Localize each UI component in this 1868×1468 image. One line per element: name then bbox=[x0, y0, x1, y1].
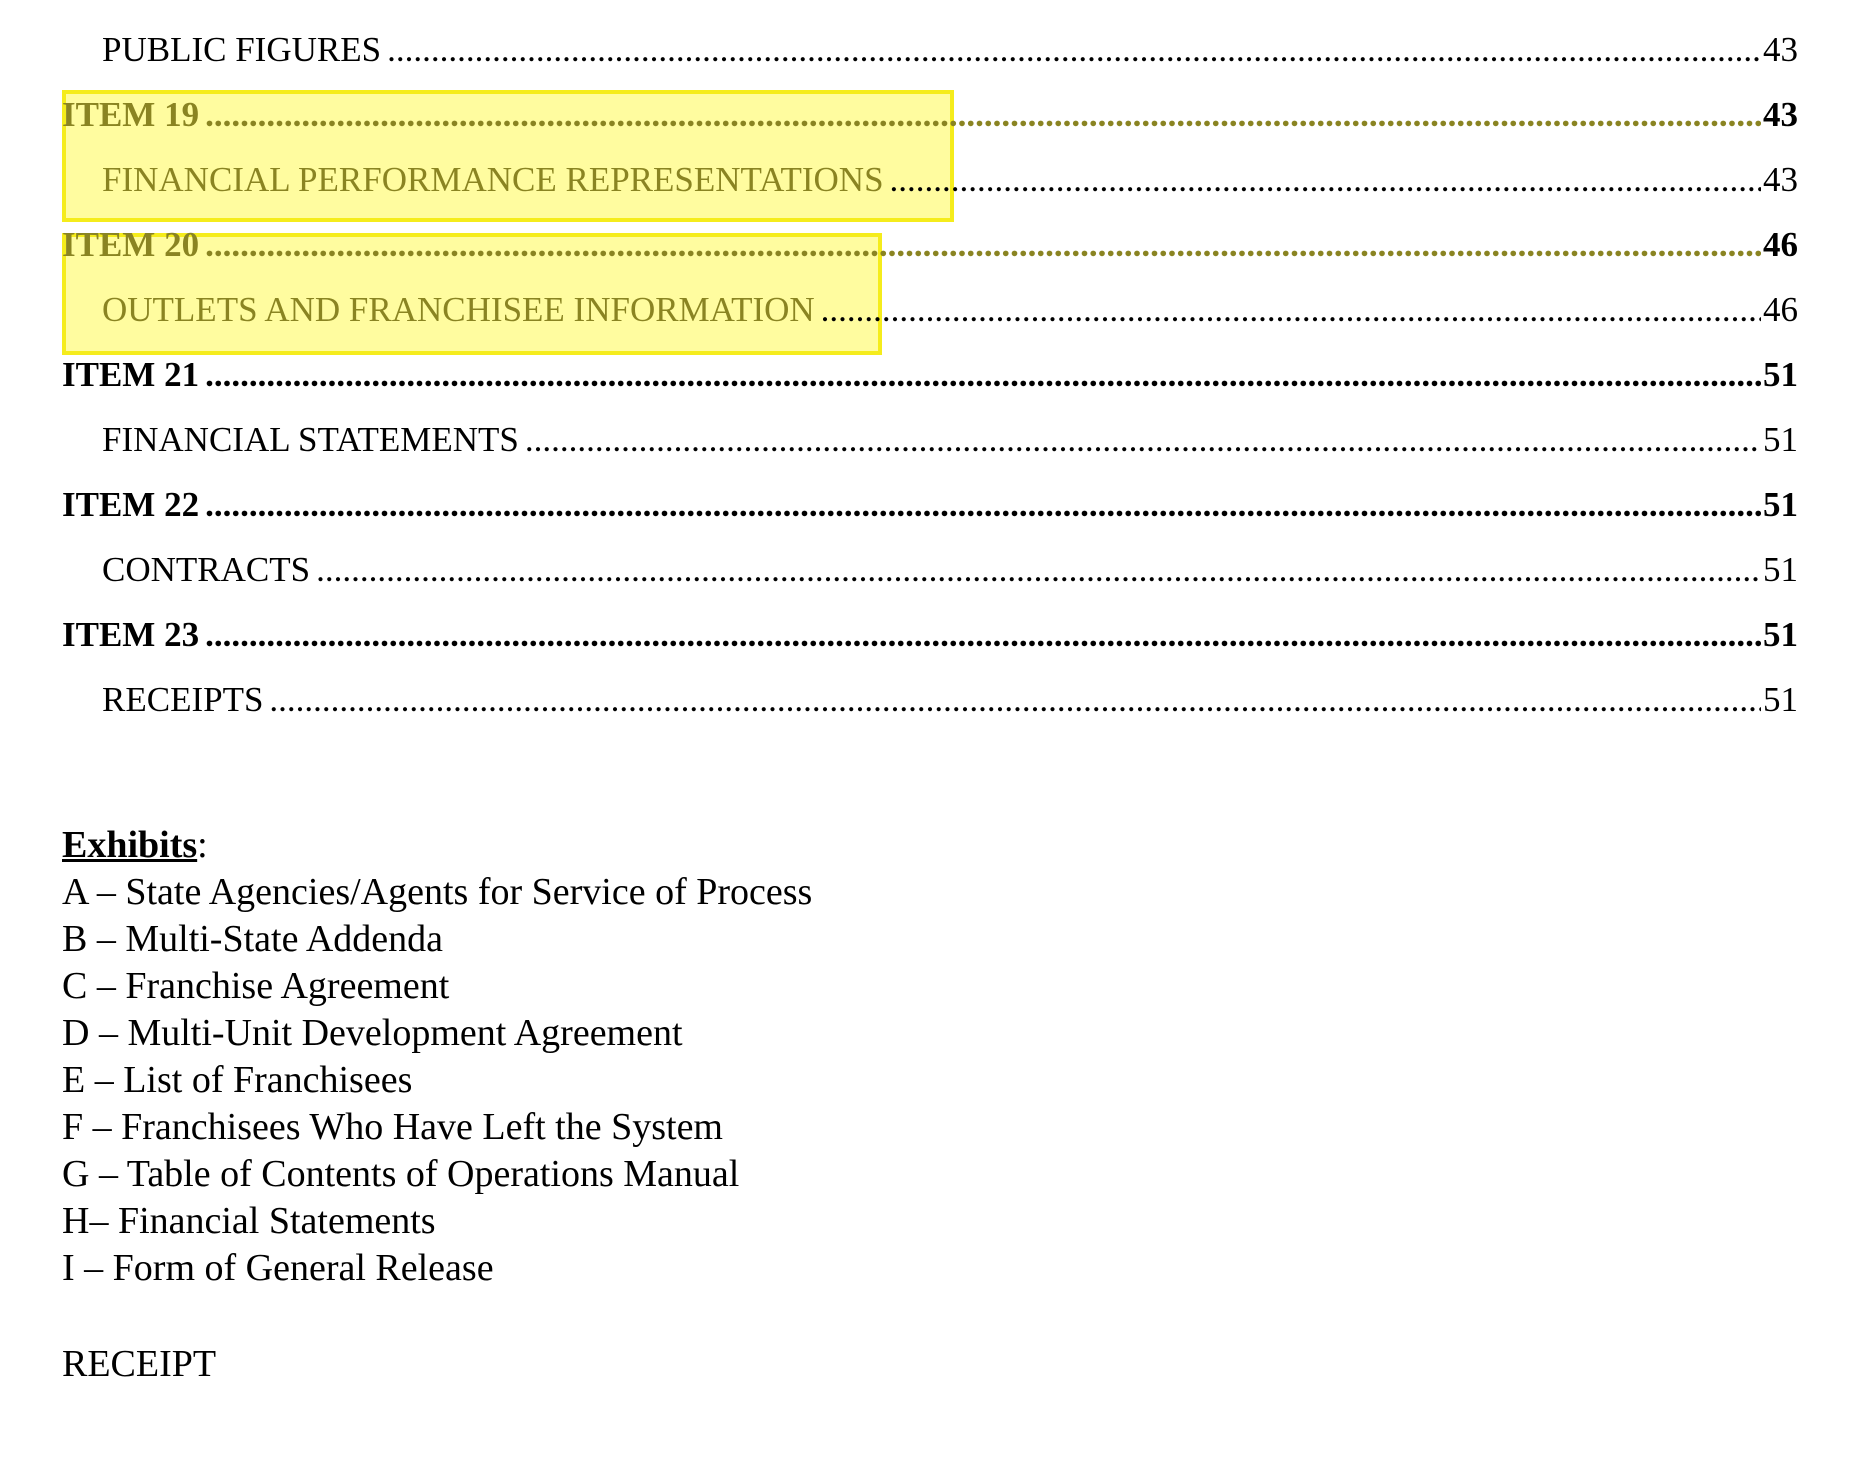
table-of-contents bbox=[62, 30, 1798, 745]
toc-entry-item-19[interactable] bbox=[62, 95, 1798, 160]
toc-dot-leader bbox=[205, 95, 1761, 135]
toc-dot-leader bbox=[205, 355, 1761, 395]
toc-entry-page: 43 bbox=[1763, 160, 1798, 199]
toc-dot-leader bbox=[205, 225, 1761, 265]
toc-dot-leader bbox=[316, 550, 1761, 590]
toc-entry-page: 46 bbox=[1763, 225, 1798, 264]
exhibit-item-e: E – List of Franchisees bbox=[62, 1059, 413, 1101]
exhibit-item-a: A – State Agencies/Agents for Service of Process bbox=[62, 871, 813, 913]
toc-entry-label: ITEM 21 bbox=[62, 355, 200, 394]
toc-entry-label: ITEM 20 bbox=[62, 225, 200, 264]
toc-entry-item-23[interactable] bbox=[62, 615, 1798, 680]
toc-entry-page: 43 bbox=[1763, 95, 1798, 134]
exhibit-item-g: G – Table of Contents of Operations Manual bbox=[62, 1153, 740, 1195]
exhibit-item-b: B – Multi-State Addenda bbox=[62, 918, 444, 960]
exhibits-heading: Exhibits bbox=[62, 824, 198, 866]
toc-entry-label: ITEM 23 bbox=[62, 615, 200, 654]
toc-dot-leader bbox=[205, 485, 1761, 525]
exhibit-item-i: I – Form of General Release bbox=[62, 1247, 494, 1289]
exhibits-section bbox=[62, 822, 1762, 1292]
toc-entry-page: 43 bbox=[1763, 30, 1798, 69]
toc-dot-leader bbox=[269, 680, 1761, 720]
toc-entry-label: OUTLETS AND FRANCHISEE INFORMATION bbox=[102, 290, 815, 329]
toc-entry-label: FINANCIAL PERFORMANCE REPRESENTATIONS bbox=[102, 160, 884, 199]
toc-entry-outlets-franchisee[interactable] bbox=[62, 290, 1798, 355]
toc-entry-page: 51 bbox=[1763, 615, 1798, 654]
toc-entry-page: 51 bbox=[1763, 680, 1798, 719]
toc-entry-financial-statements[interactable] bbox=[62, 420, 1798, 485]
toc-dot-leader bbox=[525, 420, 1761, 460]
toc-entry-page: 51 bbox=[1763, 420, 1798, 459]
toc-entry-item-21[interactable] bbox=[62, 355, 1798, 420]
exhibit-item-c: C – Franchise Agreement bbox=[62, 965, 450, 1007]
toc-entry-page: 51 bbox=[1763, 355, 1798, 394]
toc-entry-label: ITEM 22 bbox=[62, 485, 200, 524]
toc-entry-page: 46 bbox=[1763, 290, 1798, 329]
toc-entry-label: ITEM 19 bbox=[62, 95, 200, 134]
toc-entry-page: 51 bbox=[1763, 485, 1798, 524]
toc-entry-label: RECEIPTS bbox=[102, 680, 264, 719]
toc-entry-public-figures[interactable] bbox=[62, 30, 1798, 95]
toc-dot-leader bbox=[821, 290, 1761, 330]
toc-entry-item-22[interactable] bbox=[62, 485, 1798, 550]
exhibits-heading-line bbox=[62, 822, 1762, 869]
toc-dot-leader bbox=[387, 30, 1761, 70]
toc-entry-financial-performance[interactable] bbox=[62, 160, 1798, 225]
toc-entry-label: FINANCIAL STATEMENTS bbox=[102, 420, 519, 459]
toc-dot-leader bbox=[890, 160, 1761, 200]
toc-entry-label: PUBLIC FIGURES bbox=[102, 30, 382, 69]
receipt-label: RECEIPT bbox=[62, 1343, 217, 1385]
toc-entry-page: 51 bbox=[1763, 550, 1798, 589]
toc-entry-item-20[interactable] bbox=[62, 225, 1798, 290]
toc-entry-contracts[interactable] bbox=[62, 550, 1798, 615]
exhibit-item-h: H– Financial Statements bbox=[62, 1200, 436, 1242]
toc-dot-leader bbox=[205, 615, 1761, 655]
toc-entry-label: CONTRACTS bbox=[102, 550, 311, 589]
exhibit-item-f: F – Franchisees Who Have Left the System bbox=[62, 1106, 723, 1148]
exhibits-heading-colon: : bbox=[197, 824, 208, 866]
exhibit-item-d: D – Multi-Unit Development Agreement bbox=[62, 1012, 683, 1054]
toc-entry-receipts[interactable] bbox=[62, 680, 1798, 745]
